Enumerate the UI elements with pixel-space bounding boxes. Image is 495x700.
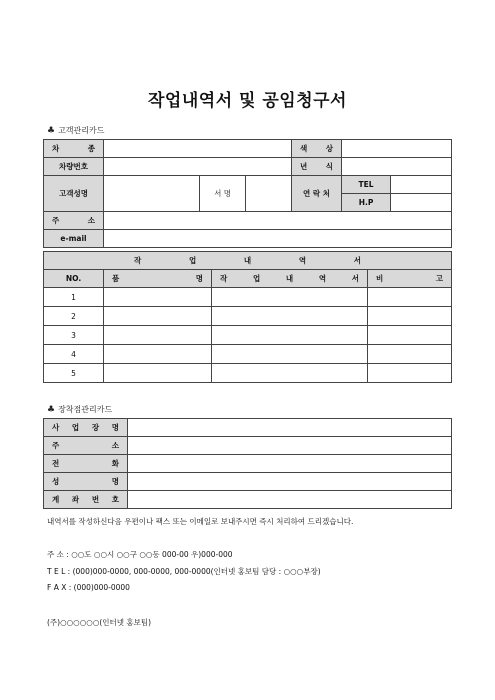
plate-field[interactable] xyxy=(104,158,292,176)
plate-label: 차량번호 xyxy=(44,158,104,176)
color-label: 색 상 xyxy=(292,140,342,158)
hp-field[interactable] xyxy=(391,194,451,211)
document-title: 작업내역서 및 공임청구서 xyxy=(148,91,347,111)
customer-name-field[interactable] xyxy=(104,176,200,212)
remark-cell[interactable] xyxy=(368,307,452,326)
header-item: 품 명 xyxy=(104,270,212,288)
remark-cell[interactable] xyxy=(368,345,452,364)
instruction-note: 내역서를 작성하신다음 우편이나 팩스 또는 이메일로 보내주시면 즉시 처리하여 드리겠습니다. xyxy=(47,517,354,526)
work-cell[interactable] xyxy=(212,307,368,326)
hp-row xyxy=(342,194,452,212)
year-field[interactable] xyxy=(342,158,452,176)
work-cell[interactable] xyxy=(212,364,368,383)
row-number: 5 xyxy=(44,364,104,383)
tel-label: TEL xyxy=(342,176,391,193)
row-number: 1 xyxy=(44,288,104,307)
address-info-value: ○○도 ○○시 ○○구 ○○동 000-00 우)000-000 xyxy=(71,550,233,559)
owner-name-field[interactable] xyxy=(128,473,452,491)
tel-line: T E L : (000)000-0000, 000-0000, 000-0000(인터넷 홍보팀 담당 : ○○○부장) xyxy=(47,567,321,576)
business-name-field[interactable] xyxy=(128,419,452,437)
item-cell[interactable] xyxy=(104,307,212,326)
email-label: e-mail xyxy=(44,230,104,248)
customer-card-label: ♣ 고객관리카드 xyxy=(47,126,105,136)
address-info-label: 주 소 xyxy=(47,550,64,559)
year-label: 년 식 xyxy=(292,158,342,176)
header-no: NO. xyxy=(44,270,104,288)
customer-name-label: 고객성명 xyxy=(44,176,104,212)
contact-label: 연 락 처 xyxy=(292,176,342,212)
table-row xyxy=(44,345,452,364)
shop-card-label: ♣ 장착점관리카드 xyxy=(47,405,113,415)
remark-cell[interactable] xyxy=(368,364,452,383)
fax-line: F A X : (000)000-0000 xyxy=(47,583,130,592)
email-field[interactable] xyxy=(104,230,452,248)
table-row xyxy=(44,364,452,383)
shop-address-label: 주 소 xyxy=(44,437,128,455)
header-work-detail: 작 업 내 역 서 xyxy=(212,270,368,288)
fax-info-value: (000)000-0000 xyxy=(73,583,130,592)
tel-field[interactable] xyxy=(391,176,451,193)
work-section-title: 작 업 내 역 서 xyxy=(44,252,452,270)
signature-field[interactable] xyxy=(246,176,292,212)
address-line: 주 소 : ○○도 ○○시 ○○구 ○○동 000-00 우)000-000 xyxy=(47,550,233,559)
club-icon: ♣ xyxy=(47,405,56,415)
phone-label: 전 화 xyxy=(44,455,128,473)
item-cell[interactable] xyxy=(104,288,212,307)
account-field[interactable] xyxy=(128,491,452,509)
row-number: 4 xyxy=(44,345,104,364)
table-row xyxy=(44,288,452,307)
car-type-field[interactable] xyxy=(104,140,292,158)
business-name-label: 사 업 장 명 xyxy=(44,419,128,437)
signature-label: 서 명 xyxy=(200,176,246,212)
address-label: 주 소 xyxy=(44,212,104,230)
table-row xyxy=(44,307,452,326)
color-field[interactable] xyxy=(342,140,452,158)
fax-info-label: F A X xyxy=(47,583,67,592)
item-cell[interactable] xyxy=(104,364,212,383)
tel-row xyxy=(342,176,452,194)
shop-card-table xyxy=(43,418,452,509)
owner-name-label: 성 명 xyxy=(44,473,128,491)
company-name: (주)○○○○○○(인터넷 홍보팀) xyxy=(47,618,152,627)
remark-cell[interactable] xyxy=(368,326,452,345)
row-number: 2 xyxy=(44,307,104,326)
row-number: 3 xyxy=(44,326,104,345)
table-row xyxy=(44,326,452,345)
club-icon: ♣ xyxy=(47,126,56,136)
work-detail-table xyxy=(43,251,452,383)
car-type-label: 차 종 xyxy=(44,140,104,158)
shop-address-field[interactable] xyxy=(128,437,452,455)
header-remark: 비 고 xyxy=(368,270,452,288)
work-cell[interactable] xyxy=(212,288,368,307)
item-cell[interactable] xyxy=(104,345,212,364)
phone-field[interactable] xyxy=(128,455,452,473)
tel-info-label: T E L xyxy=(47,567,66,576)
tel-info-value: (000)000-0000, 000-0000, 000-0000(인터넷 홍보팀 담당 : ○○○부장) xyxy=(72,567,321,576)
remark-cell[interactable] xyxy=(368,288,452,307)
account-label: 계 좌 번 호 xyxy=(44,491,128,509)
hp-label: H.P xyxy=(342,194,391,211)
address-field[interactable] xyxy=(104,212,452,230)
customer-card-table xyxy=(43,139,452,248)
item-cell[interactable] xyxy=(104,326,212,345)
work-cell[interactable] xyxy=(212,326,368,345)
work-cell[interactable] xyxy=(212,345,368,364)
